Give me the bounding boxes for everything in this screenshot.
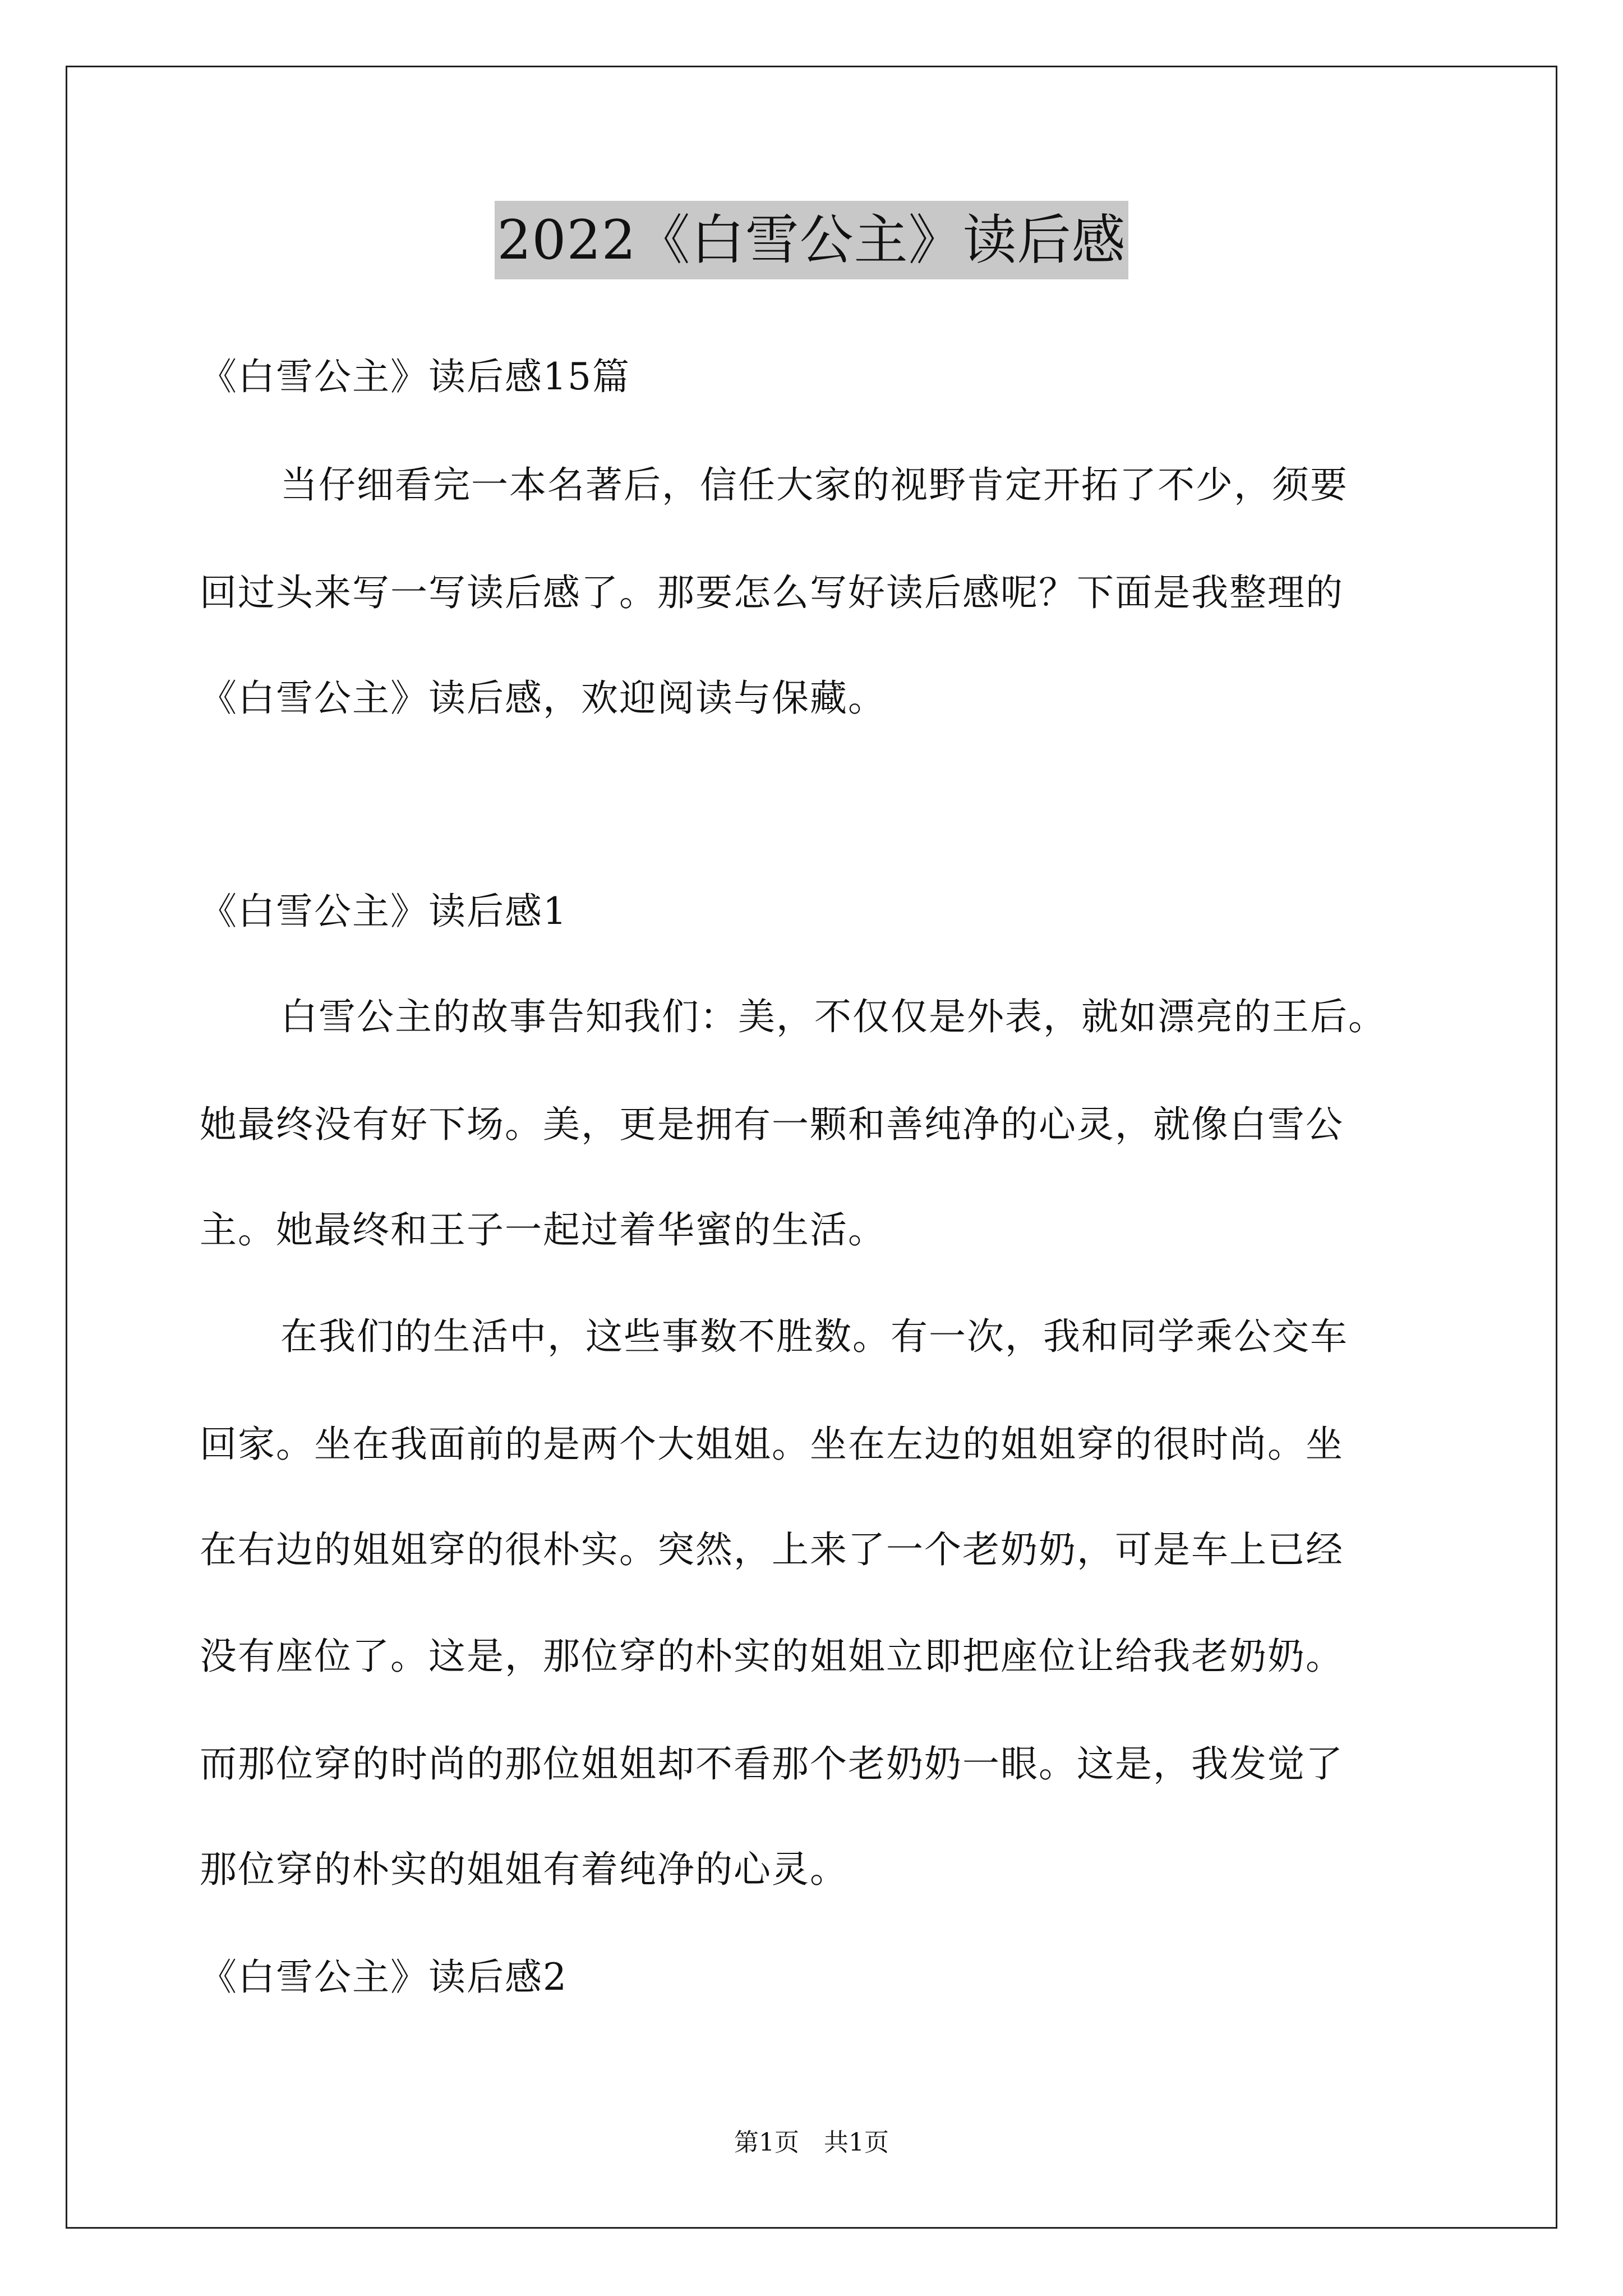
section-1-para2-line-3: 在右边的姐姐穿的很朴实。突然，上来了一个老奶奶，可是车上已经 bbox=[200, 1528, 1344, 1571]
intro-line-1: 当仔细看完一本名著后，信任大家的视野肯定开拓了不少，须要 bbox=[280, 463, 1348, 507]
section-1-para1-line-2: 她最终没有好下场。美，更是拥有一颗和善纯净的心灵，就像白雪公 bbox=[200, 1103, 1344, 1146]
page-footer: 第1页 共1页 bbox=[734, 2128, 889, 2157]
section-1-para2-line-2: 回家。坐在我面前的是两个大姐姐。坐在左边的姐姐穿的很时尚。坐 bbox=[200, 1423, 1344, 1466]
section-1-para2-line-5: 而那位穿的时尚的那位姐姐却不看那个老奶奶一眼。这是，我发觉了 bbox=[200, 1742, 1344, 1786]
intro-line-2: 回过头来写一写读后感了。那要怎么写好读后感呢？下面是我整理的 bbox=[200, 571, 1344, 614]
section-2-heading: 《白雪公主》读后感2 bbox=[200, 1955, 568, 1999]
section-1-para2-line-1: 在我们的生活中，这些事数不胜数。有一次，我和同学乘公交车 bbox=[280, 1315, 1348, 1358]
document-subtitle: 《白雪公主》读后感15篇 bbox=[200, 355, 630, 398]
title-container bbox=[0, 201, 1623, 279]
section-1-para1-line-1: 白雪公主的故事告知我们：美，不仅仅是外表，就如漂亮的王后。 bbox=[280, 995, 1386, 1038]
section-1-para2-line-6: 那位穿的朴实的姐姐有着纯净的心灵。 bbox=[200, 1848, 848, 1891]
section-1-para2-line-4: 没有座位了。这是，那位穿的朴实的姐姐立即把座位让给我老奶奶。 bbox=[200, 1635, 1344, 1678]
intro-line-3: 《白雪公主》读后感，欢迎阅读与保藏。 bbox=[200, 677, 886, 720]
section-1-para1-line-3: 主。她最终和王子一起过着华蜜的生活。 bbox=[200, 1208, 886, 1251]
section-1-heading: 《白雪公主》读后感1 bbox=[200, 890, 568, 933]
document-title: 2022《白雪公主》读后感 bbox=[495, 201, 1128, 279]
